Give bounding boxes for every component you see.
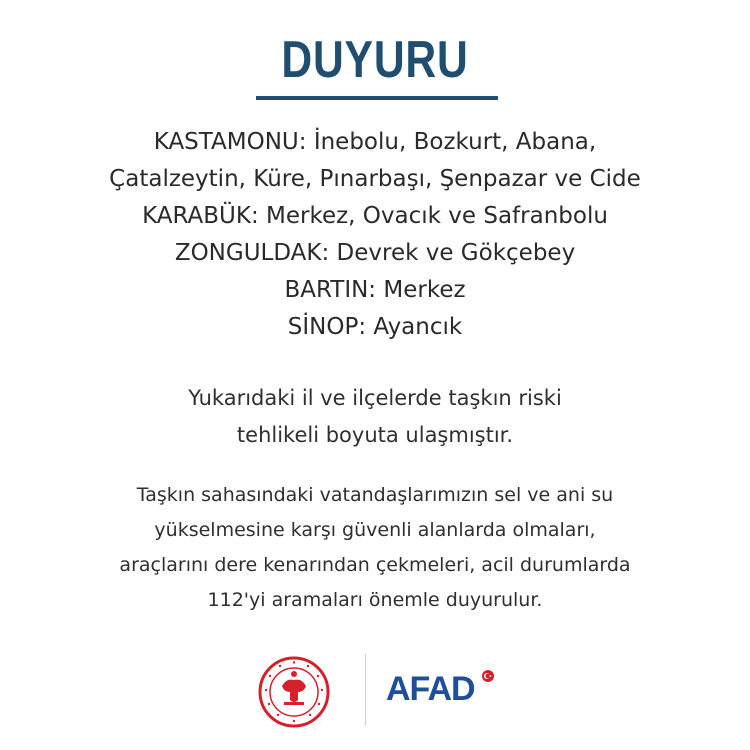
turkish-flag-icon <box>482 670 494 682</box>
risk-line: tehlikeli boyuta ulaşmıştır. <box>236 423 514 447</box>
ministry-seal-icon <box>258 656 330 728</box>
advice-line: 112'yi aramaları önemle duyurulur. <box>207 589 543 611</box>
risk-statement <box>0 380 750 454</box>
logo-divider <box>365 654 366 726</box>
region-line: Çatalzeytin, Küre, Pınarbaşı, Şenpazar ve Cide <box>109 166 641 192</box>
advice-paragraph <box>0 478 750 618</box>
afad-logo <box>386 670 496 710</box>
region-line: ZONGULDAK: Devrek ve Gökçebey <box>174 240 576 266</box>
region-line: BARTIN: Merkez <box>284 277 466 303</box>
advice-line: araçlarını dere kenarından çekmeleri, acil durumlarda <box>119 554 631 576</box>
regions-block <box>0 124 750 346</box>
footer-logos <box>0 652 750 732</box>
advice-line: yükselmesine karşı güvenli alanlarda olmaları, <box>154 519 596 541</box>
region-line: KASTAMONU: İnebolu, Bozkurt, Abana, <box>153 129 597 155</box>
region-line: KARABÜK: Merkez, Ovacık ve Safranbolu <box>142 203 608 229</box>
region-line: SİNOP: Ayancık <box>287 314 463 340</box>
title-underline <box>256 96 498 100</box>
advice-line: Taşkın sahasındaki vatandaşlarımızın sel ve ani su <box>136 484 614 506</box>
afad-logo-text: AFAD <box>386 670 475 708</box>
page-title: DUYURU <box>281 31 469 89</box>
risk-line: Yukarıdaki il ve ilçelerde taşkın riski <box>188 386 562 410</box>
